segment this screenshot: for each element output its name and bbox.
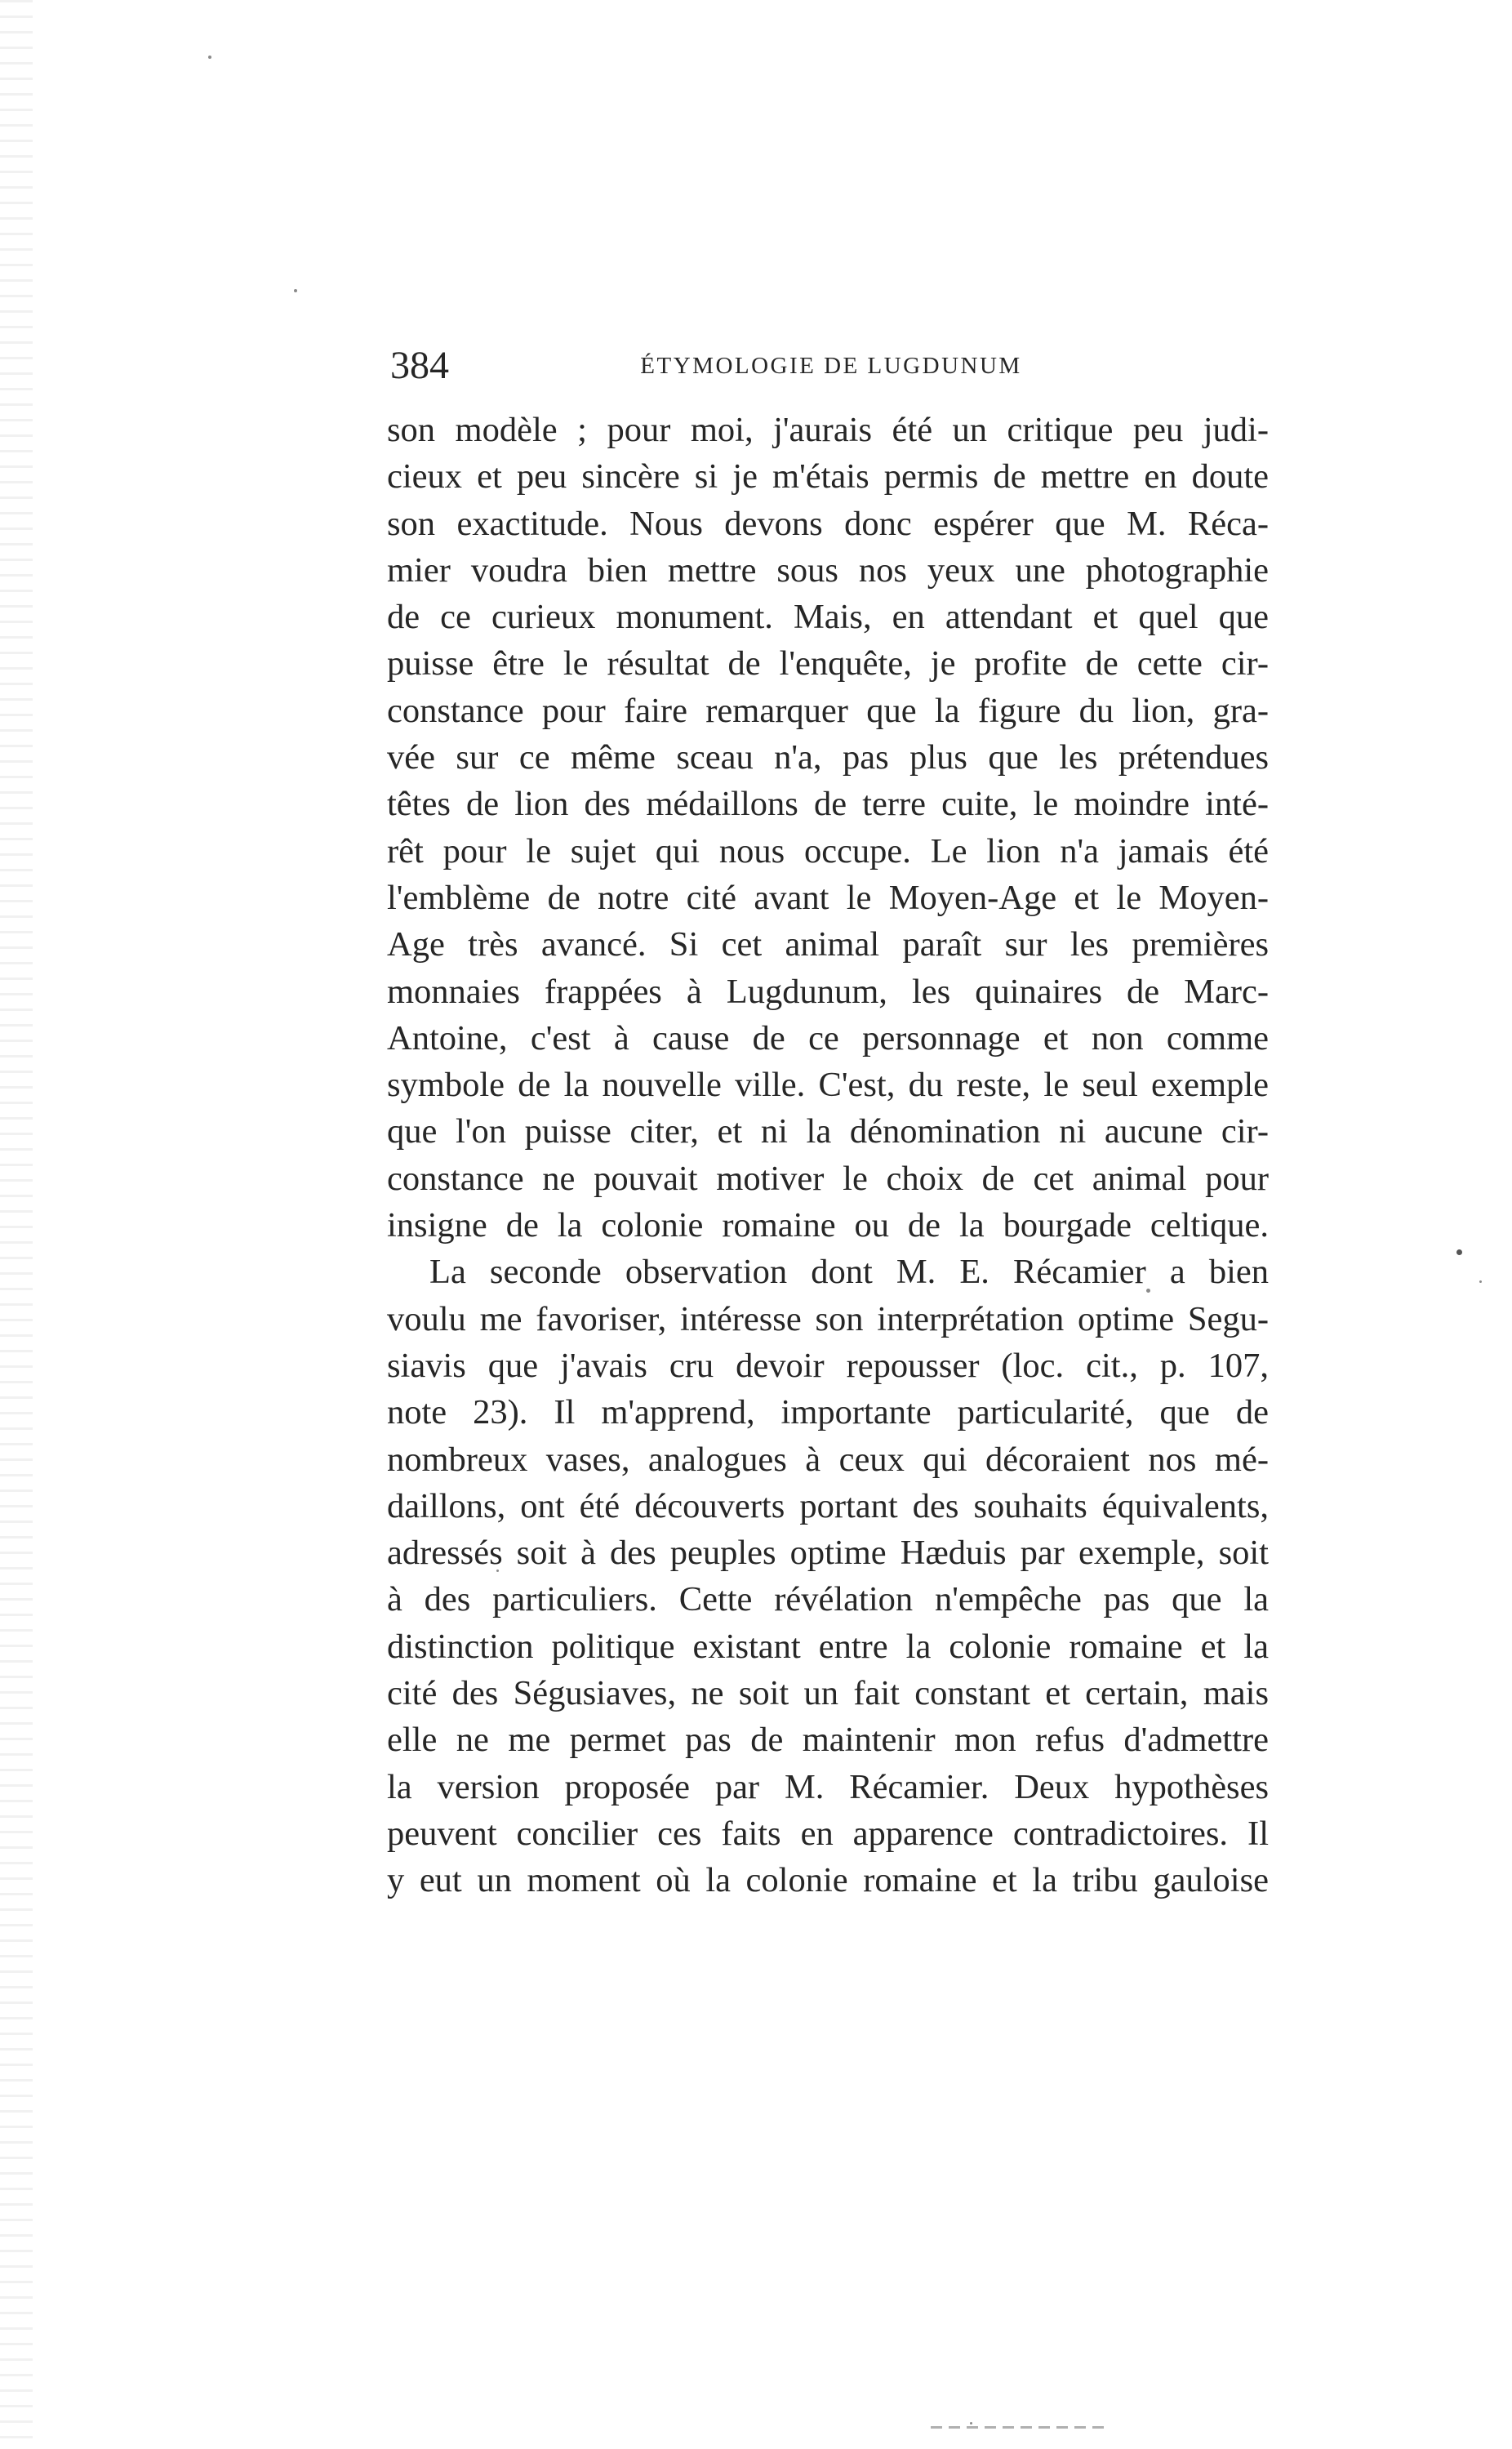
text-line: vée sur ce même sceau n'a, pas plus que les prétendues — [387, 738, 1269, 777]
text-line: symbole de la nouvelle ville. C'est, du reste, le seul exemple — [387, 1066, 1269, 1105]
text-line: mier voudra bien mettre sous nos yeux une photographie — [387, 550, 1269, 590]
paragraph-first-line: La seconde observation dont M. E. Récamier a bien — [429, 1253, 1269, 1292]
page-edge-shadow — [0, 0, 33, 2449]
text-line: constance ne pouvait motiver le choix de cet animal pour — [387, 1159, 1269, 1198]
text-line: son modèle ; pour moi, j'aurais été un critique peu judi- — [387, 411, 1269, 449]
text-line: Antoine, c'est à cause de ce personnage et non comme — [387, 1018, 1269, 1058]
text-line: l'emblème de notre cité avant le Moyen-Age et le Moyen- — [387, 878, 1269, 917]
text-line: puisse être le résultat de l'enquête, je profite de cette cir- — [387, 644, 1269, 683]
text-line: daillons, ont été découverts portant des souhaits équivalents, — [387, 1486, 1269, 1525]
text-line: elle ne me permet pas de maintenir mon refus d'admettre — [387, 1721, 1269, 1760]
text-line: constance pour faire remarquer que la figure du lion, gra- — [387, 691, 1269, 730]
body-text — [387, 407, 1269, 1904]
text-line: voulu me favoriser, intéresse son interprétation optime Segu- — [387, 1299, 1269, 1338]
text-line: rêt pour le sujet qui nous occupe. Le lion n'a jamais été — [387, 831, 1269, 871]
text-line: nombreux vases, analogues à ceux qui décoraient nos mé- — [387, 1440, 1269, 1479]
text-line: la version proposée par M. Récamier. Deux hypothèses — [387, 1767, 1269, 1806]
text-line: adressés soit à des peuples optime Hæduis par exemple, soit — [387, 1534, 1269, 1573]
text-line: que l'on puisse citer, et ni la dénomination ni aucune cir- — [387, 1112, 1269, 1151]
text-line: cité des Ségusiaves, ne soit un fait constant et certain, mais — [387, 1674, 1269, 1713]
text-line: siavis que j'avais cru devoir repousser (loc. cit., p. 107, — [387, 1346, 1269, 1385]
text-line: son exactitude. Nous devons donc espérer que M. Réca- — [387, 504, 1269, 543]
text-line: distinction politique existant entre la colonie romaine et la — [387, 1627, 1269, 1666]
text-line: insigne de la colonie romaine ou de la bourgade celtique. — [387, 1206, 1269, 1245]
text-line: monnaies frappées à Lugdunum, les quinaires de Marc- — [387, 972, 1269, 1011]
text-line: peuvent concilier ces faits en apparence contradictoires. Il — [387, 1814, 1269, 1853]
running-title: ÉTYMOLOGIE DE LUGDUNUM — [640, 353, 1022, 379]
text-line: y eut un moment où la colonie romaine et la tribu gauloise — [387, 1861, 1269, 1900]
bottom-rule — [931, 2426, 1110, 2429]
text-line: note 23). Il m'apprend, importante particularité, que de — [387, 1393, 1269, 1432]
text-line: à des particuliers. Cette révélation n'empêche pas que la — [387, 1580, 1269, 1619]
text-line: têtes de lion des médaillons de terre cuite, le moindre inté- — [387, 785, 1269, 824]
text-line: Age très avancé. Si cet animal paraît sur les premières — [387, 925, 1269, 964]
text-line: cieux et peu sincère si je m'étais permis de mettre en doute — [387, 457, 1269, 496]
text-line: de ce curieux monument. Mais, en attendant et quel que — [387, 598, 1269, 637]
page-header — [390, 341, 1272, 390]
page-number: 384 — [390, 344, 449, 387]
